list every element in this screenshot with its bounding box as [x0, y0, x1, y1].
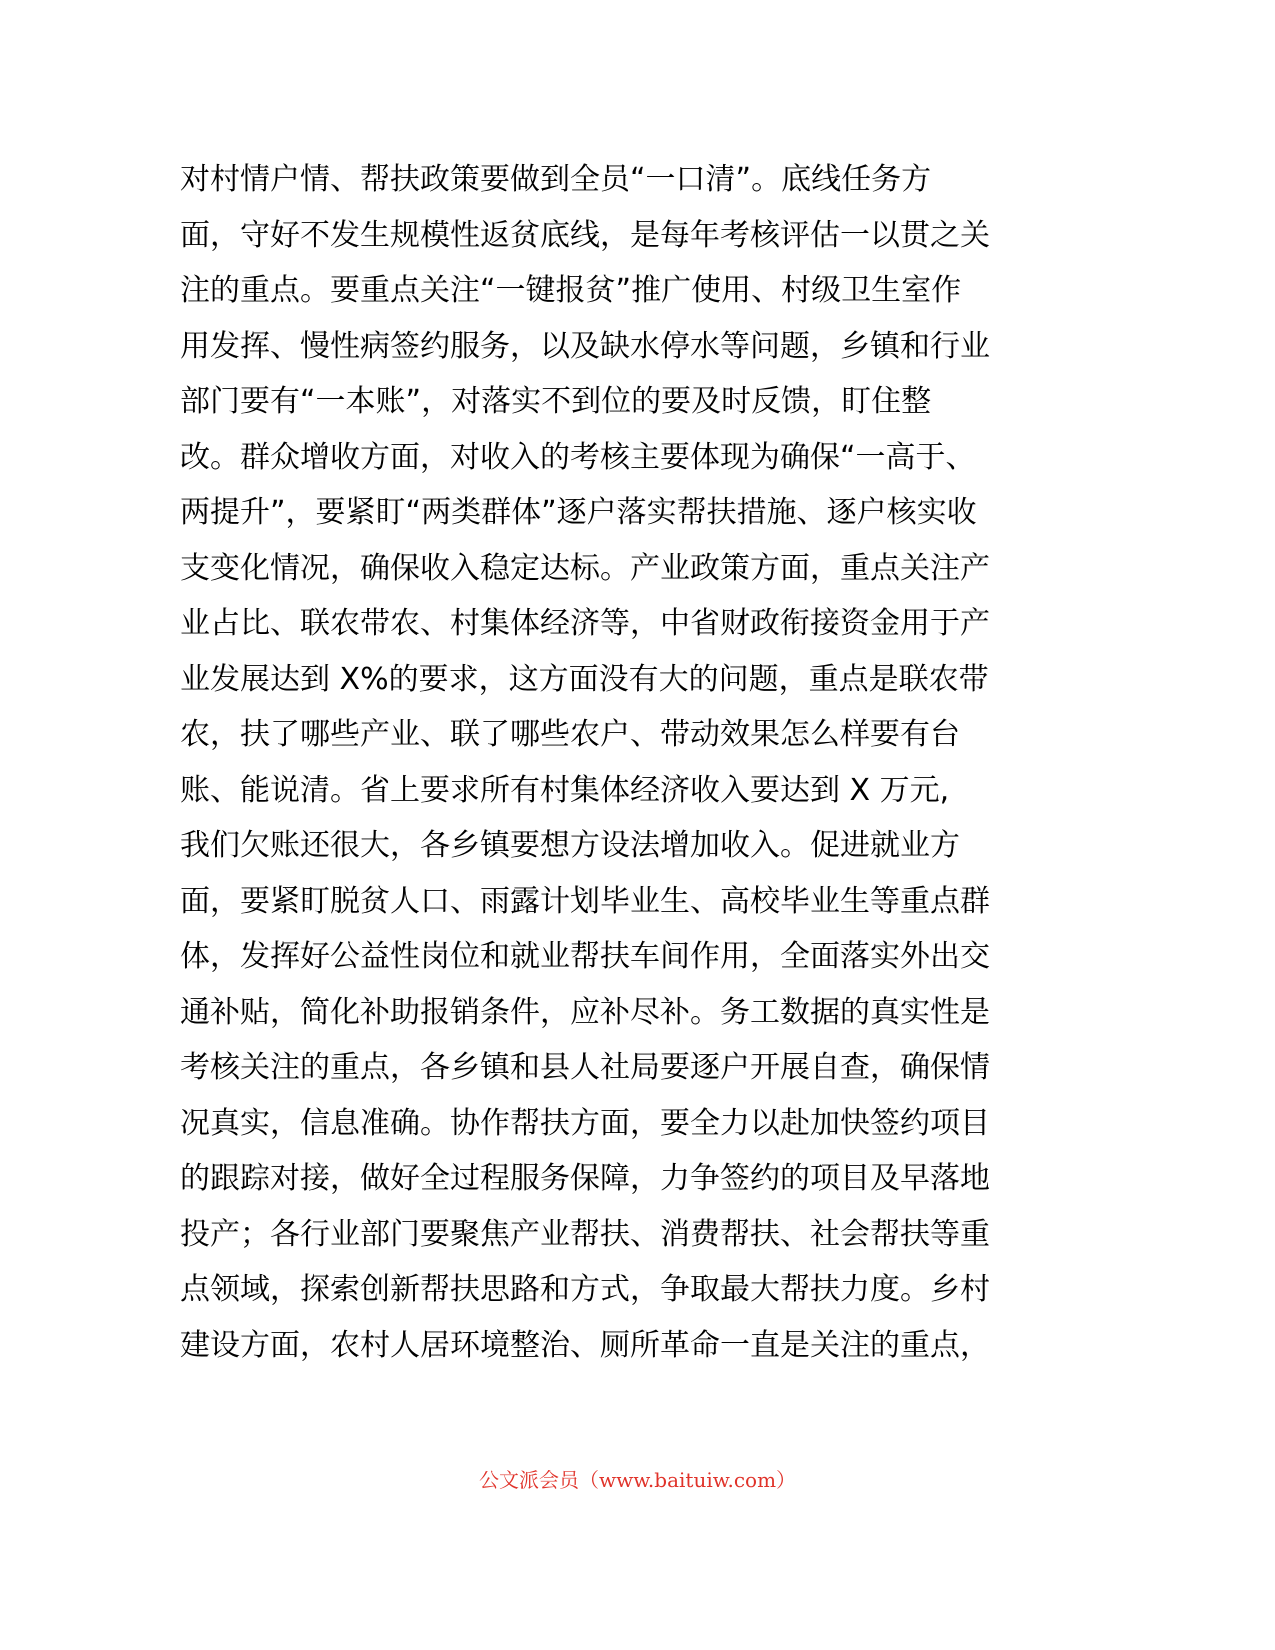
text-line: 用发挥、慢性病签约服务，以及缺水停水等问题，乡镇和行业 [180, 328, 990, 364]
text-line: 面，要紧盯脱贫人口、雨露计划毕业生、高校毕业生等重点群 [180, 883, 990, 919]
text-line: 账、能说清。省上要求所有村集体经济收入要达到 X 万元, [180, 772, 950, 808]
body-text [180, 152, 1060, 1373]
text-line: 的跟踪对接，做好全过程服务保障，力争签约的项目及早落地 [180, 1161, 990, 1196]
text-line: 我们欠账还很大，各乡镇要想方设法增加收入。促进就业方 [180, 828, 960, 863]
text-line: 两提升”，要紧盯“两类群体”逐户落实帮扶措施、逐户核实收 [180, 495, 977, 530]
footer-watermark: 公文派会员（www.baituiw.com） [478, 1468, 797, 1492]
text-line: 建设方面，农村人居环境整治、厕所革命一直是关注的重点， [180, 1327, 990, 1363]
text-line: 况真实，信息准确。协作帮扶方面，要全力以赴加快签约项目 [180, 1105, 990, 1141]
text-line: 改。群众增收方面，对收入的考核主要体现为确保“一高于、 [180, 439, 976, 475]
text-line: 支变化情况，确保收入稳定达标。产业政策方面，重点关注产 [180, 550, 990, 586]
text-line: 通补贴，简化补助报销条件，应补尽补。务工数据的真实性是 [180, 994, 990, 1030]
text-line: 对村情户情、帮扶政策要做到全员“一口清”。底线任务方 [180, 162, 932, 197]
text-line: 点领域，探索创新帮扶思路和方式，争取最大帮扶力度。乡村 [180, 1272, 990, 1307]
text-line: 面，守好不发生规模性返贫底线，是每年考核评估一以贯之关 [180, 217, 990, 253]
text-line: 注的重点。要重点关注“一键报贫”推广使用、村级卫生室作 [180, 273, 962, 308]
text-line: 业发展达到 X%的要求，这方面没有大的问题，重点是联农带 [180, 661, 989, 697]
text-line: 农，扶了哪些产业、联了哪些农户、带动效果怎么样要有台 [180, 717, 960, 752]
text-line: 业占比、联农带农、村集体经济等，中省财政衔接资金用于产 [180, 606, 990, 641]
text-line: 考核关注的重点，各乡镇和县人社局要逐户开展自查，确保情 [180, 1050, 990, 1085]
text-line: 投产；各行业部门要聚焦产业帮扶、消费帮扶、社会帮扶等重 [180, 1216, 990, 1252]
text-line: 体，发挥好公益性岗位和就业帮扶车间作用，全面落实外出交 [180, 939, 990, 974]
text-line: 部门要有“一本账”，对落实不到位的要及时反馈，盯住整 [180, 384, 932, 419]
